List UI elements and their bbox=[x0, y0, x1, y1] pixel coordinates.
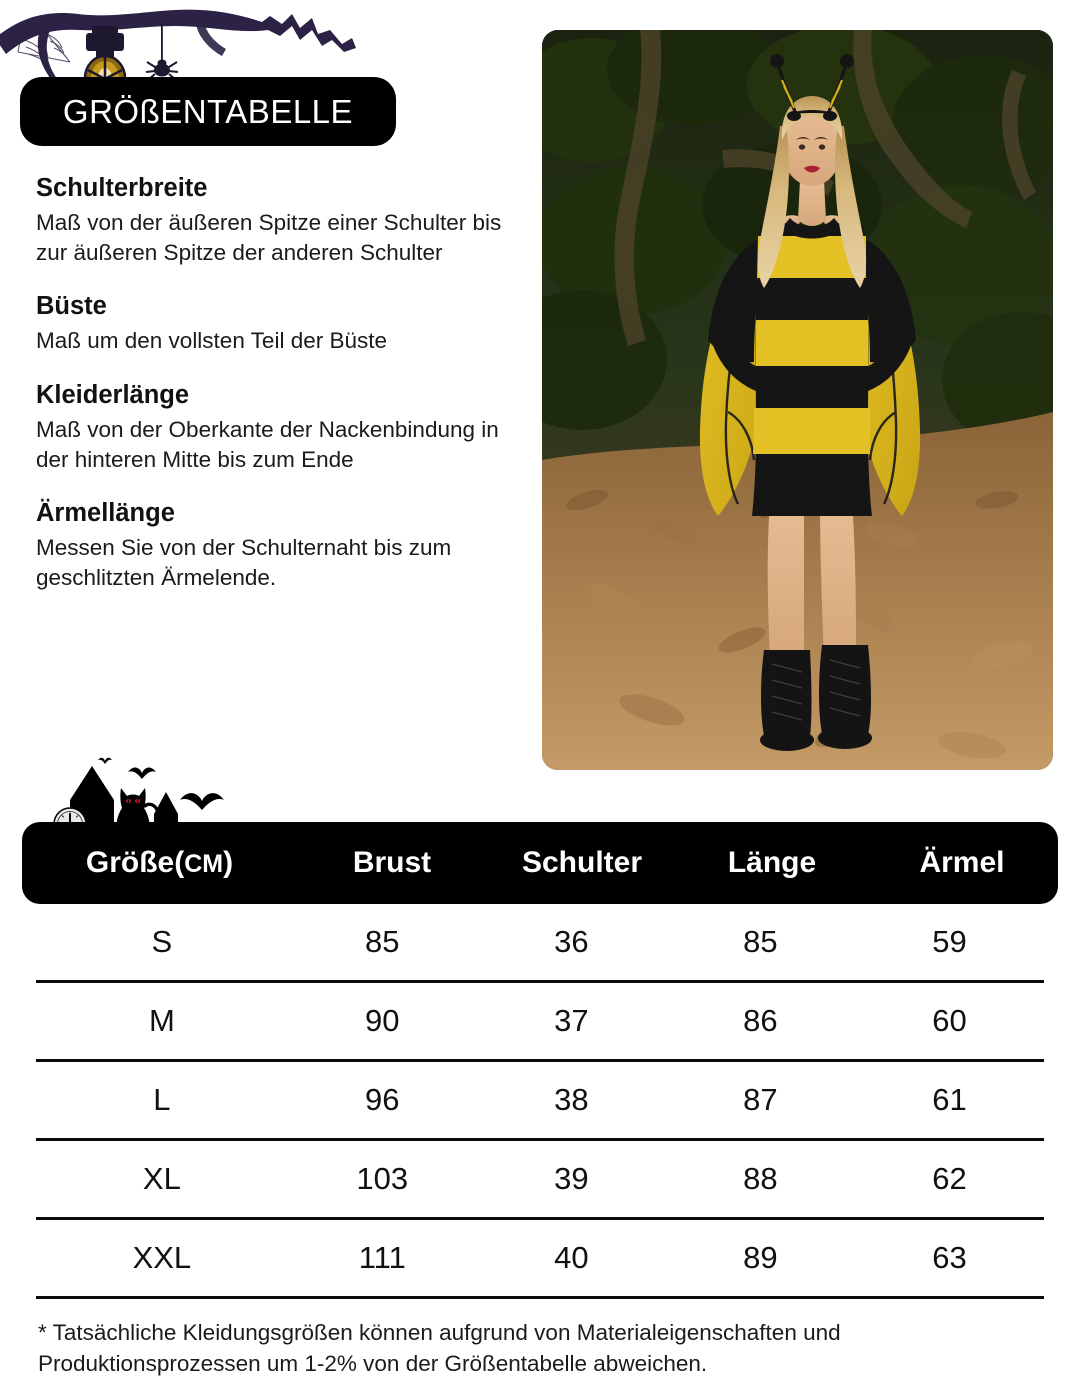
page-title-badge bbox=[20, 77, 396, 146]
column-header-size-unit: CM bbox=[184, 850, 224, 878]
cell-schulter: 39 bbox=[554, 1161, 589, 1196]
measurement-description: Maß um den vollsten Teil der Büste bbox=[36, 328, 388, 354]
cell-brust: 96 bbox=[365, 1082, 400, 1117]
column-header-laenge: Länge bbox=[727, 846, 817, 879]
cell-size: S bbox=[151, 924, 173, 959]
cell-laenge: 88 bbox=[743, 1161, 778, 1196]
measurement-title: Kleiderlänge bbox=[36, 381, 190, 410]
column-header-schulter: Schulter bbox=[521, 846, 643, 879]
measurement-description: Maß von der äußeren Spitze einer Schulter bis zur äußeren Spitze der anderen Schulter bbox=[36, 209, 502, 265]
cell-aermel: 61 bbox=[932, 1082, 967, 1117]
cell-size: XL bbox=[142, 1161, 181, 1196]
table-row bbox=[36, 1141, 1044, 1220]
cell-laenge: 89 bbox=[743, 1240, 778, 1275]
table-header-row bbox=[22, 822, 1058, 904]
cell-schulter: 36 bbox=[554, 924, 589, 959]
size-table bbox=[0, 822, 1080, 1299]
measurement-title: Schulterbreite bbox=[36, 174, 208, 202]
measurement-item bbox=[36, 172, 516, 267]
cell-laenge: 87 bbox=[743, 1082, 778, 1117]
cell-schulter: 37 bbox=[554, 1003, 589, 1038]
measurement-item bbox=[36, 379, 516, 474]
cell-aermel: 63 bbox=[932, 1240, 967, 1275]
measurement-item bbox=[36, 497, 516, 592]
column-header-brust: Brust bbox=[352, 846, 432, 879]
bat-icon bbox=[128, 767, 156, 779]
measurement-guide-list bbox=[36, 172, 516, 593]
bat-icon bbox=[98, 758, 112, 764]
column-header-size: Größe(CM) bbox=[85, 846, 234, 879]
cell-size: L bbox=[153, 1082, 171, 1117]
table-row bbox=[36, 1220, 1044, 1299]
cell-schulter: 38 bbox=[554, 1082, 589, 1117]
table-row bbox=[36, 1062, 1044, 1141]
measurement-description: Messen Sie von der Schulternaht bis zum geschlitzten Ärmelende. bbox=[36, 535, 452, 591]
cell-size: M bbox=[148, 1003, 175, 1038]
cell-aermel: 60 bbox=[932, 1003, 967, 1038]
measurement-item bbox=[36, 290, 516, 356]
measurement-title: Büste bbox=[36, 292, 107, 321]
footnote: * Tatsächliche Kleidungsgrößen können aufgrund von Materialeigenschaften und Produktionsprozessen um 1-2% von der Größentabelle abweichen. bbox=[38, 1320, 841, 1376]
cell-brust: 90 bbox=[365, 1003, 400, 1038]
cell-brust: 103 bbox=[356, 1161, 409, 1196]
measurement-description: Maß von der Oberkante der Nackenbindung in der hinteren Mitte bis zum Ende bbox=[36, 416, 499, 472]
cell-aermel: 59 bbox=[932, 924, 967, 959]
cell-aermel: 62 bbox=[932, 1161, 967, 1196]
table-row bbox=[36, 904, 1044, 983]
cell-laenge: 85 bbox=[743, 924, 778, 959]
spider-icon bbox=[146, 24, 178, 80]
bat-icon bbox=[180, 793, 224, 810]
column-header-aermel: Ärmel bbox=[919, 846, 1005, 879]
cell-size: XXL bbox=[132, 1240, 192, 1275]
cell-brust: 111 bbox=[358, 1240, 406, 1275]
measurement-title: Ärmellänge bbox=[36, 499, 175, 528]
cell-laenge: 86 bbox=[743, 1003, 778, 1038]
page-title: GRÖßENTABELLE bbox=[62, 92, 354, 130]
cell-brust: 85 bbox=[365, 924, 400, 959]
table-row bbox=[36, 983, 1044, 1062]
product-photo bbox=[542, 30, 1053, 770]
cell-schulter: 40 bbox=[554, 1240, 589, 1275]
